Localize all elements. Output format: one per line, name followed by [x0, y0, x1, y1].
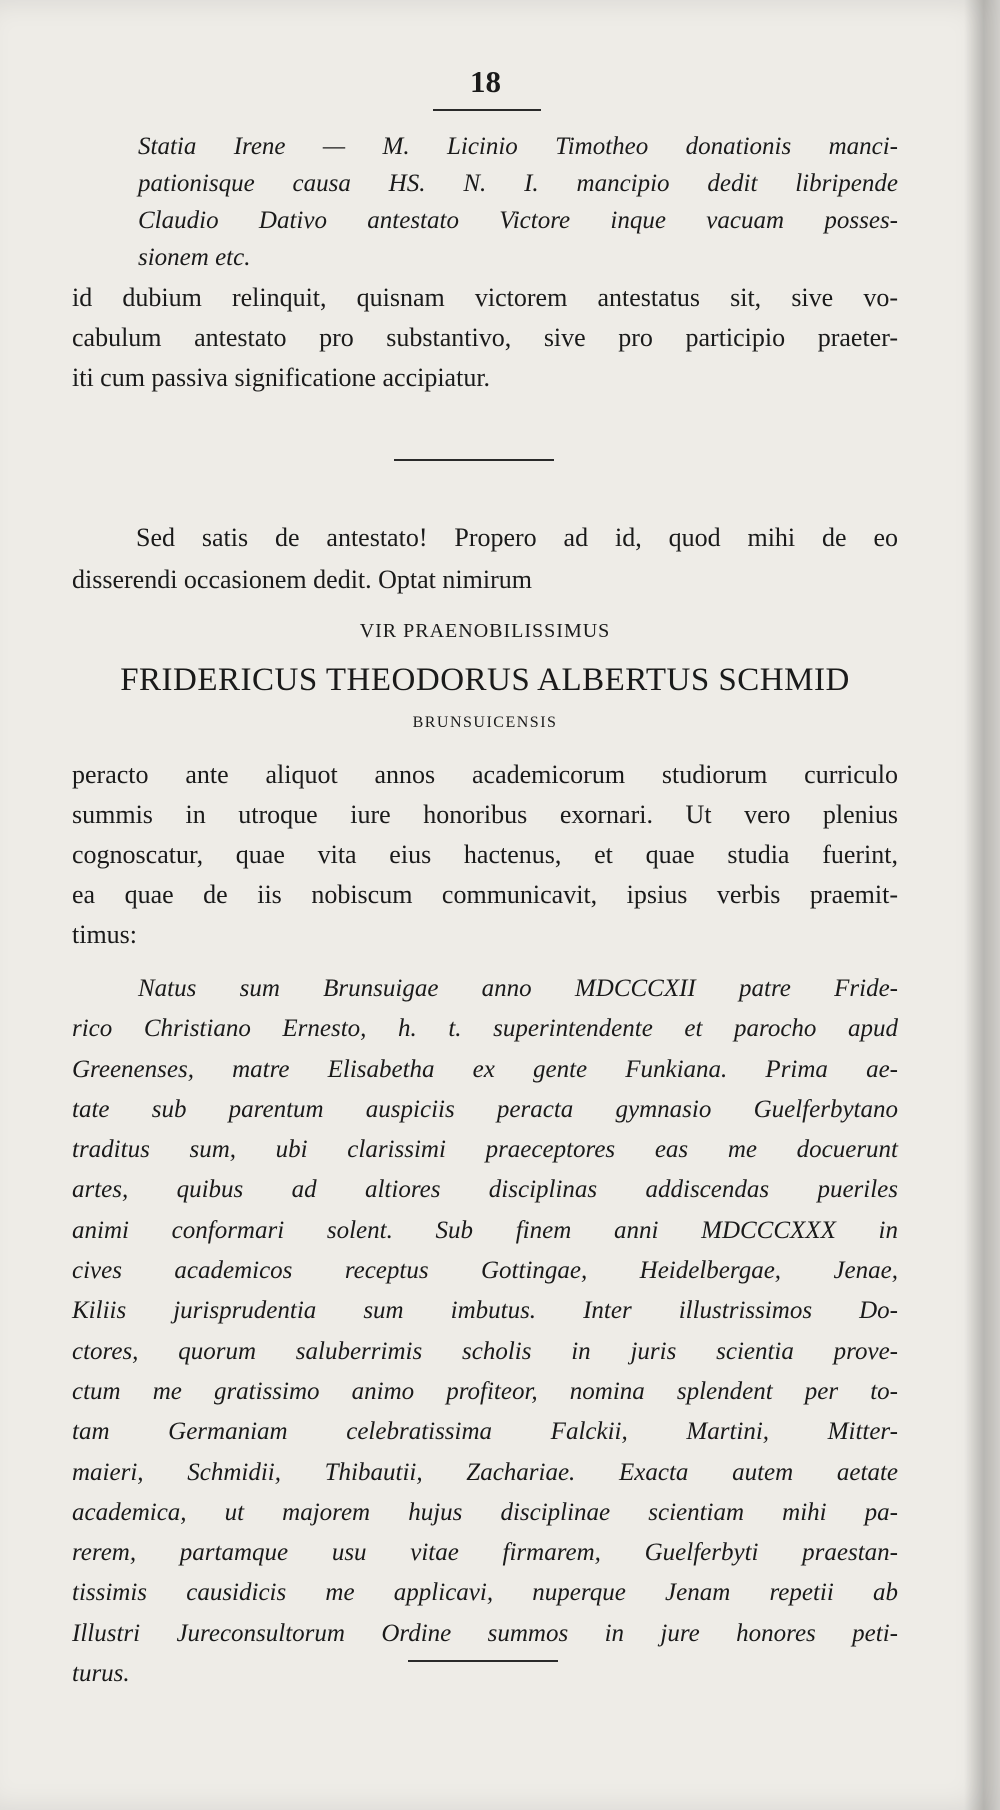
quote-line: pationisque causa HS. N. I. mancipio dedit libripende [138, 170, 898, 197]
end-divider [408, 1660, 558, 1662]
vita-line: tam Germaniam celebratissima Falckii, Martini, Mitter- [72, 1418, 898, 1446]
vita-line: academica, ut majorem hujus disciplinae scientiam mihi pa- [72, 1498, 898, 1526]
text-line: cabulum antestato pro substantivo, sive pro participio praeter- [72, 323, 898, 352]
vita-line: ctum me gratissimo animo profiteor, nomina splendent per to- [72, 1377, 898, 1405]
vita-line: Kiliis jurisprudentia sum imbutus. Inter illustrissimos Do- [72, 1297, 898, 1325]
vita-line: Illustri Jureconsultorum Ordine summos in jure honores peti- [72, 1619, 898, 1647]
vita-line: Greenenses, matre Elisabetha ex gente Funkiana. Prima ae- [72, 1055, 898, 1083]
page-number-underline [433, 109, 541, 111]
vita-line: artes, quibus ad altiores disciplinas addiscendas pueriles [72, 1176, 898, 1204]
candidate-name: FRIDERICUS THEODORUS ALBERTUS SCHMID [120, 662, 850, 698]
quote-line: Statia Irene — M. Licinio Timotheo donationis manci- [138, 133, 898, 160]
text-line: id dubium relinquit, quisnam victorem antestatus sit, sive vo- [72, 283, 898, 312]
candidate-origin: BRUNSUICENSIS [412, 714, 558, 731]
quote-line: Claudio Dativo antestato Victore inque vacuam posses- [138, 207, 898, 234]
text-line: timus: [72, 920, 138, 949]
vita-line: traditus sum, ubi clarissimi praeceptores eas me docuerunt [72, 1136, 898, 1164]
page-edge-shadow [964, 0, 1000, 1810]
text-line: summis in utroque iure honoribus exornari. Ut vero plenius [72, 800, 898, 829]
page-number: 18 [470, 64, 501, 99]
vita-line: tate sub parentum auspiciis peracta gymnasio Guelferbytano [72, 1095, 898, 1123]
vita-line: animi conformari solent. Sub finem anni MDCCCXXX in [72, 1216, 898, 1244]
vita-block [72, 969, 898, 1694]
vita-line: rerem, partamque usu vitae firmarem, Guelferbyti praestan- [72, 1539, 898, 1567]
honorific: VIR PRAENOBILISSIMUS [359, 620, 611, 642]
vita-line: maieri, Schmidii, Thibautii, Zachariae. Exacta autem aetate [72, 1458, 898, 1486]
vita-line: rico Christiano Ernesto, h. t. superintendente et parocho apud [72, 1015, 898, 1043]
vita-line: cives academicos receptus Gottingae, Heidelbergae, Jenae, [72, 1257, 898, 1285]
text-line: iti cum passiva significatione accipiatur. [72, 363, 491, 392]
vita-line: turus. [72, 1660, 130, 1688]
vita-line: Natus sum Brunsuigae anno MDCCCXII patre Fride- [138, 975, 898, 1002]
text-line: peracto ante aliquot annos academicorum studiorum curriculo [72, 760, 898, 789]
text-line: disserendi occasionem dedit. Optat nimirum [72, 565, 532, 594]
quote-line: sionem etc. [138, 244, 251, 271]
quotation-block [138, 128, 898, 276]
paragraph-1 [72, 278, 898, 398]
paragraph-3 [72, 755, 898, 955]
paragraph-2 [72, 517, 898, 601]
vita-line: tissimis causidicis me applicavi, nuperque Jenam repetii ab [72, 1579, 898, 1607]
section-divider [394, 459, 554, 461]
text-line: cognoscatur, quae vita eius hactenus, et quae studia fuerint, [72, 840, 898, 869]
text-line: ea quae de iis nobiscum communicavit, ipsius verbis praemit- [72, 880, 898, 909]
text-line: Sed satis de antestato! Propero ad id, quod mihi de eo [136, 523, 898, 552]
vita-line: ctores, quorum saluberrimis scholis in juris scientia prove- [72, 1337, 898, 1365]
